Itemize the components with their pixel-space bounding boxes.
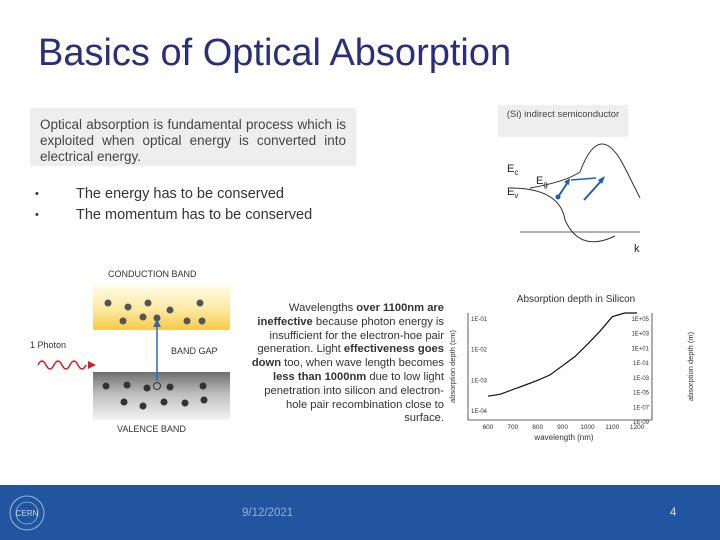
ec-text: E xyxy=(507,163,515,175)
bullet-text: The energy has to be conserved xyxy=(76,185,284,202)
electron xyxy=(556,195,561,200)
k-label: k xyxy=(634,243,640,255)
y-tick-label-right: 1E-03 xyxy=(632,375,649,382)
bullet-dot: • xyxy=(35,187,39,200)
photon-arrow-a xyxy=(558,182,568,197)
valence-curve xyxy=(510,188,615,242)
conduction-band-label: CONDUCTION BAND xyxy=(108,269,197,279)
chart-title: Absorption depth in Silicon xyxy=(516,294,636,305)
eg-sub: g xyxy=(543,180,548,190)
ec-label xyxy=(507,163,518,177)
y-tick-label-left: 1E-02 xyxy=(471,347,488,354)
explanation-part: because photon energy is insufficient for the electron-hoe pair generation. Light xyxy=(257,315,444,356)
bullet-list xyxy=(30,183,312,225)
eg-label xyxy=(536,175,548,189)
phonon-arrow xyxy=(571,178,596,180)
cern-logo-icon xyxy=(8,494,46,532)
y-tick-label-right: 1E+05 xyxy=(631,317,649,323)
y-tick-label-left: 1E-01 xyxy=(471,317,488,324)
ec-sub: c xyxy=(514,168,519,178)
eg-text: E xyxy=(536,175,544,187)
bullet-item xyxy=(30,204,312,225)
band-gap-label: BAND GAP xyxy=(171,346,218,356)
y-tick-label-left: 1E-04 xyxy=(471,408,488,415)
y-tick-label-left: 1E-03 xyxy=(471,378,488,385)
intro-text: Optical absorption is fundamental process which is exploited when optical energy is converted into electrical energy. xyxy=(40,117,346,164)
explanation-part: due to low light penetration into silicon and electron-hole pair recombination close to surface. xyxy=(264,370,444,425)
x-axis-title: wavelength (nm) xyxy=(534,433,594,442)
x-tick-label: 800 xyxy=(532,424,544,431)
x-tick-label: 1100 xyxy=(605,424,620,431)
footer-bar xyxy=(0,485,720,540)
valence-electrons xyxy=(103,382,208,410)
explanation-bold: over 1100nm are ineffective xyxy=(257,302,444,328)
y-axis-title-left: absorption depth (cm) xyxy=(448,330,457,403)
x-tick-label: 1000 xyxy=(580,424,595,431)
footer-date: 9/12/2021 xyxy=(242,507,294,519)
bullet-dot: • xyxy=(35,208,39,221)
bullet-item xyxy=(30,183,312,204)
x-tick-label: 600 xyxy=(482,424,494,431)
photon-arrow-b xyxy=(584,180,602,200)
y-tick-label-right: 1E+01 xyxy=(631,346,649,353)
y-tick-label-right: 1E+03 xyxy=(631,331,649,338)
photon-wave-icon xyxy=(38,361,86,369)
ev-label xyxy=(507,186,518,200)
page-title: Basics of Optical Absorption xyxy=(38,32,512,74)
explanation-part: too, when wave length becomes xyxy=(281,357,444,370)
valence-band-label: VALENCE BAND xyxy=(117,424,186,434)
x-tick-label: 900 xyxy=(557,424,569,431)
photon-label: 1 Photon xyxy=(30,340,67,350)
y-tick-label-right: 1E-07 xyxy=(632,405,649,412)
explanation-bold: effectiveness goes down xyxy=(251,343,444,370)
bullet-text: The momentum has to be conserved xyxy=(76,206,313,223)
explanation-text xyxy=(248,302,444,426)
explanation-part: Wavelengths xyxy=(288,302,357,314)
cern-logo-text: CERN xyxy=(15,509,39,518)
page-number: 4 xyxy=(670,507,677,519)
conduction-curve xyxy=(530,144,640,198)
absorption-curve xyxy=(488,313,637,396)
y-axis-title-right: absorption depth (m) xyxy=(686,331,695,402)
absorption-chart xyxy=(440,285,700,450)
x-tick-label: 1200 xyxy=(629,424,645,431)
si-label: (Si) indirect semiconductor xyxy=(506,109,620,120)
ev-sub: v xyxy=(514,191,519,201)
electrons-and-photon xyxy=(30,285,240,420)
conduction-electrons xyxy=(105,300,206,325)
y-tick-label-right: 1E-01 xyxy=(632,361,649,368)
ev-text: E xyxy=(507,186,515,198)
hole xyxy=(154,383,161,390)
y-tick-label-right: 1E-05 xyxy=(632,390,649,397)
explanation-bold: less than 1000nm xyxy=(272,370,367,383)
x-tick-label: 700 xyxy=(507,424,519,431)
y-tick-label-right: 1E-09 xyxy=(632,420,649,426)
